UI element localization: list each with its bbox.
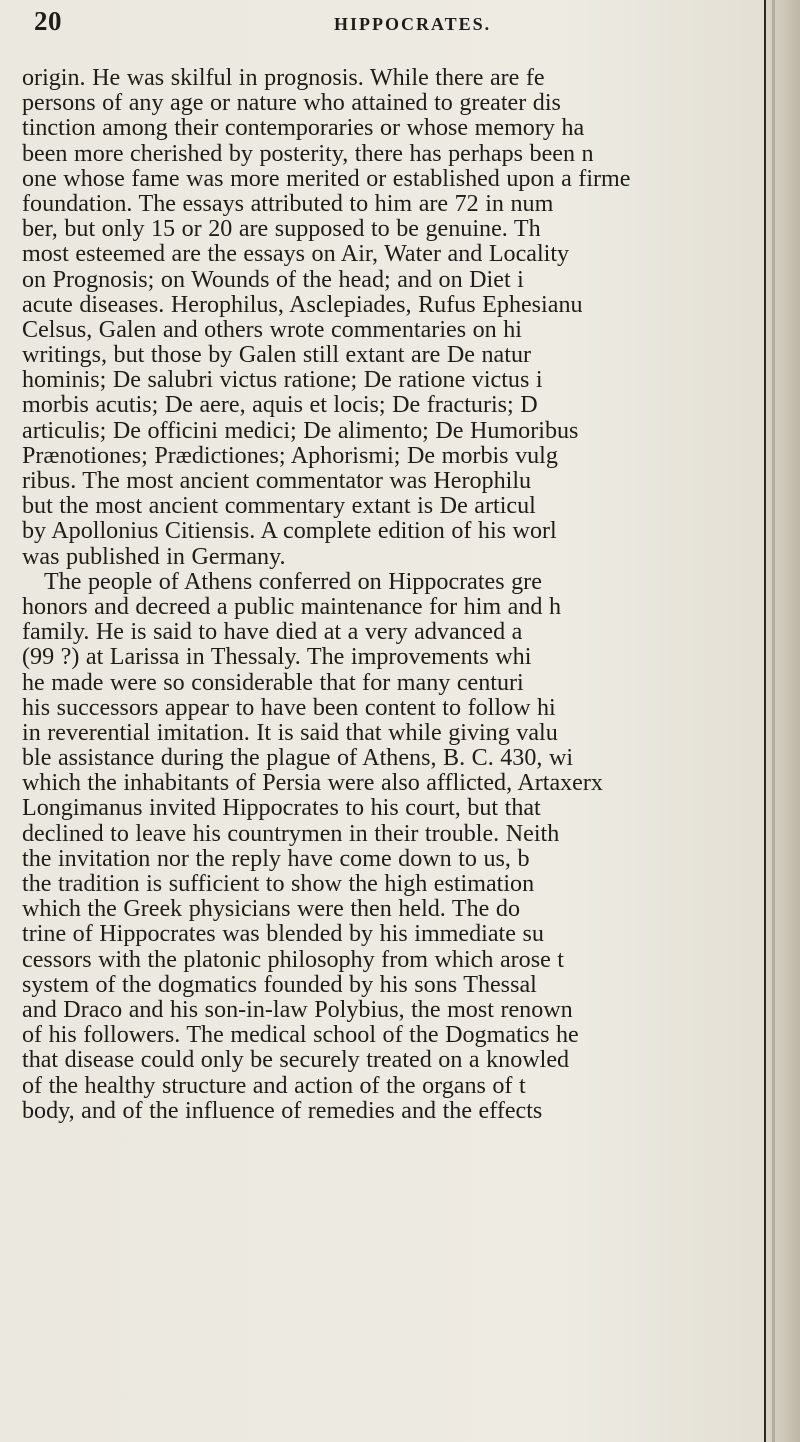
text-line: The people of Athens conferred on Hippocrates gre <box>44 569 542 595</box>
text-line: system of the dogmatics founded by his sons Thessal <box>22 972 537 998</box>
text-line: acute diseases. Herophilus, Asclepiades, Rufus Ephesianu <box>22 292 583 318</box>
text-line: but the most ancient commentary extant is De articul <box>22 494 536 520</box>
text-line: Longimanus invited Hippocrates to his court, but that <box>22 796 541 822</box>
text-line: the invitation nor the reply have come down to us, b <box>22 846 530 872</box>
text-line: on Prognosis; on Wounds of the head; and on Diet i <box>22 267 524 293</box>
text-line: cessors with the platonic philosophy from which arose t <box>22 947 564 973</box>
text-line: foundation. The essays attributed to him are 72 in num <box>22 191 554 217</box>
text-line: hominis; De salubri victus ratione; De ratione victus i <box>22 368 543 394</box>
page-header <box>34 6 760 42</box>
text-line: origin. He was skilful in prognosis. While there are fe <box>22 66 545 91</box>
text-line: most esteemed are the essays on Air, Water and Locality <box>22 242 570 268</box>
page-number: 20 <box>34 6 62 36</box>
text-line: he made were so considerable that for many centuri <box>22 670 524 696</box>
text-line: body, and of the influence of remedies and the effects <box>22 1098 543 1124</box>
text-line: was published in Germany. <box>22 544 286 570</box>
text-line: Prænotiones; Prædictiones; Aphorismi; De morbis vulg <box>22 443 558 469</box>
text-line: persons of any age or nature who attained to greater dis <box>22 91 561 117</box>
text-line: tinction among their contemporaries or whose memory ha <box>22 116 585 142</box>
text-line: declined to leave his countrymen in their trouble. Neith <box>22 821 560 847</box>
text-line: (99 ?) at Larissa in Thessaly. The improvements whi <box>22 645 532 671</box>
text-line: articulis; De officini medici; De alimento; De Humoribus <box>22 418 579 444</box>
text-line: ribus. The most ancient commentator was Herophilu <box>22 469 532 494</box>
text-line: of his followers. The medical school of the Dogmatics he <box>22 1023 579 1049</box>
text-line: Celsus, Galen and others wrote commentaries on hi <box>22 317 522 343</box>
text-line: been more cherished by posterity, there has perhaps been n <box>22 141 594 167</box>
text-line: that disease could only be securely treated on a knowled <box>22 1048 570 1074</box>
text-line: by Apollonius Citiensis. A complete edition of his worl <box>22 519 557 545</box>
text-line: which the inhabitants of Persia were also afflicted, Artaxerx <box>22 771 603 797</box>
text-line: trine of Hippocrates was blended by his immediate su <box>22 922 544 948</box>
running-head: HIPPOCRATES. <box>334 14 492 34</box>
text-line: and Draco and his son-in-law Polybius, the most renown <box>22 997 573 1023</box>
text-line: ble assistance during the plague of Athens, B. C. 430, wi <box>22 746 574 772</box>
body-text <box>22 66 764 1124</box>
text-line: ber, but only 15 or 20 are supposed to be genuine. Th <box>22 217 541 243</box>
page-gutter-shadow <box>764 0 800 1442</box>
text-line: which the Greek physicians were then held. The do <box>22 897 520 923</box>
text-line: his successors appear to have been content to follow hi <box>22 695 556 721</box>
text-line: morbis acutis; De aere, aquis et locis; De fracturis; D <box>22 393 538 419</box>
text-line: in reverential imitation. It is said that while giving valu <box>22 720 558 746</box>
text-line: writings, but those by Galen still extant are De natur <box>22 343 532 369</box>
text-line: of the healthy structure and action of the organs of t <box>22 1073 526 1099</box>
text-line: honors and decreed a public maintenance for him and h <box>22 594 562 620</box>
text-line: one whose fame was more merited or established upon a firme <box>22 166 631 192</box>
text-line: family. He is said to have died at a very advanced a <box>22 620 523 646</box>
text-line: the tradition is sufficient to show the high estimation <box>22 872 535 897</box>
